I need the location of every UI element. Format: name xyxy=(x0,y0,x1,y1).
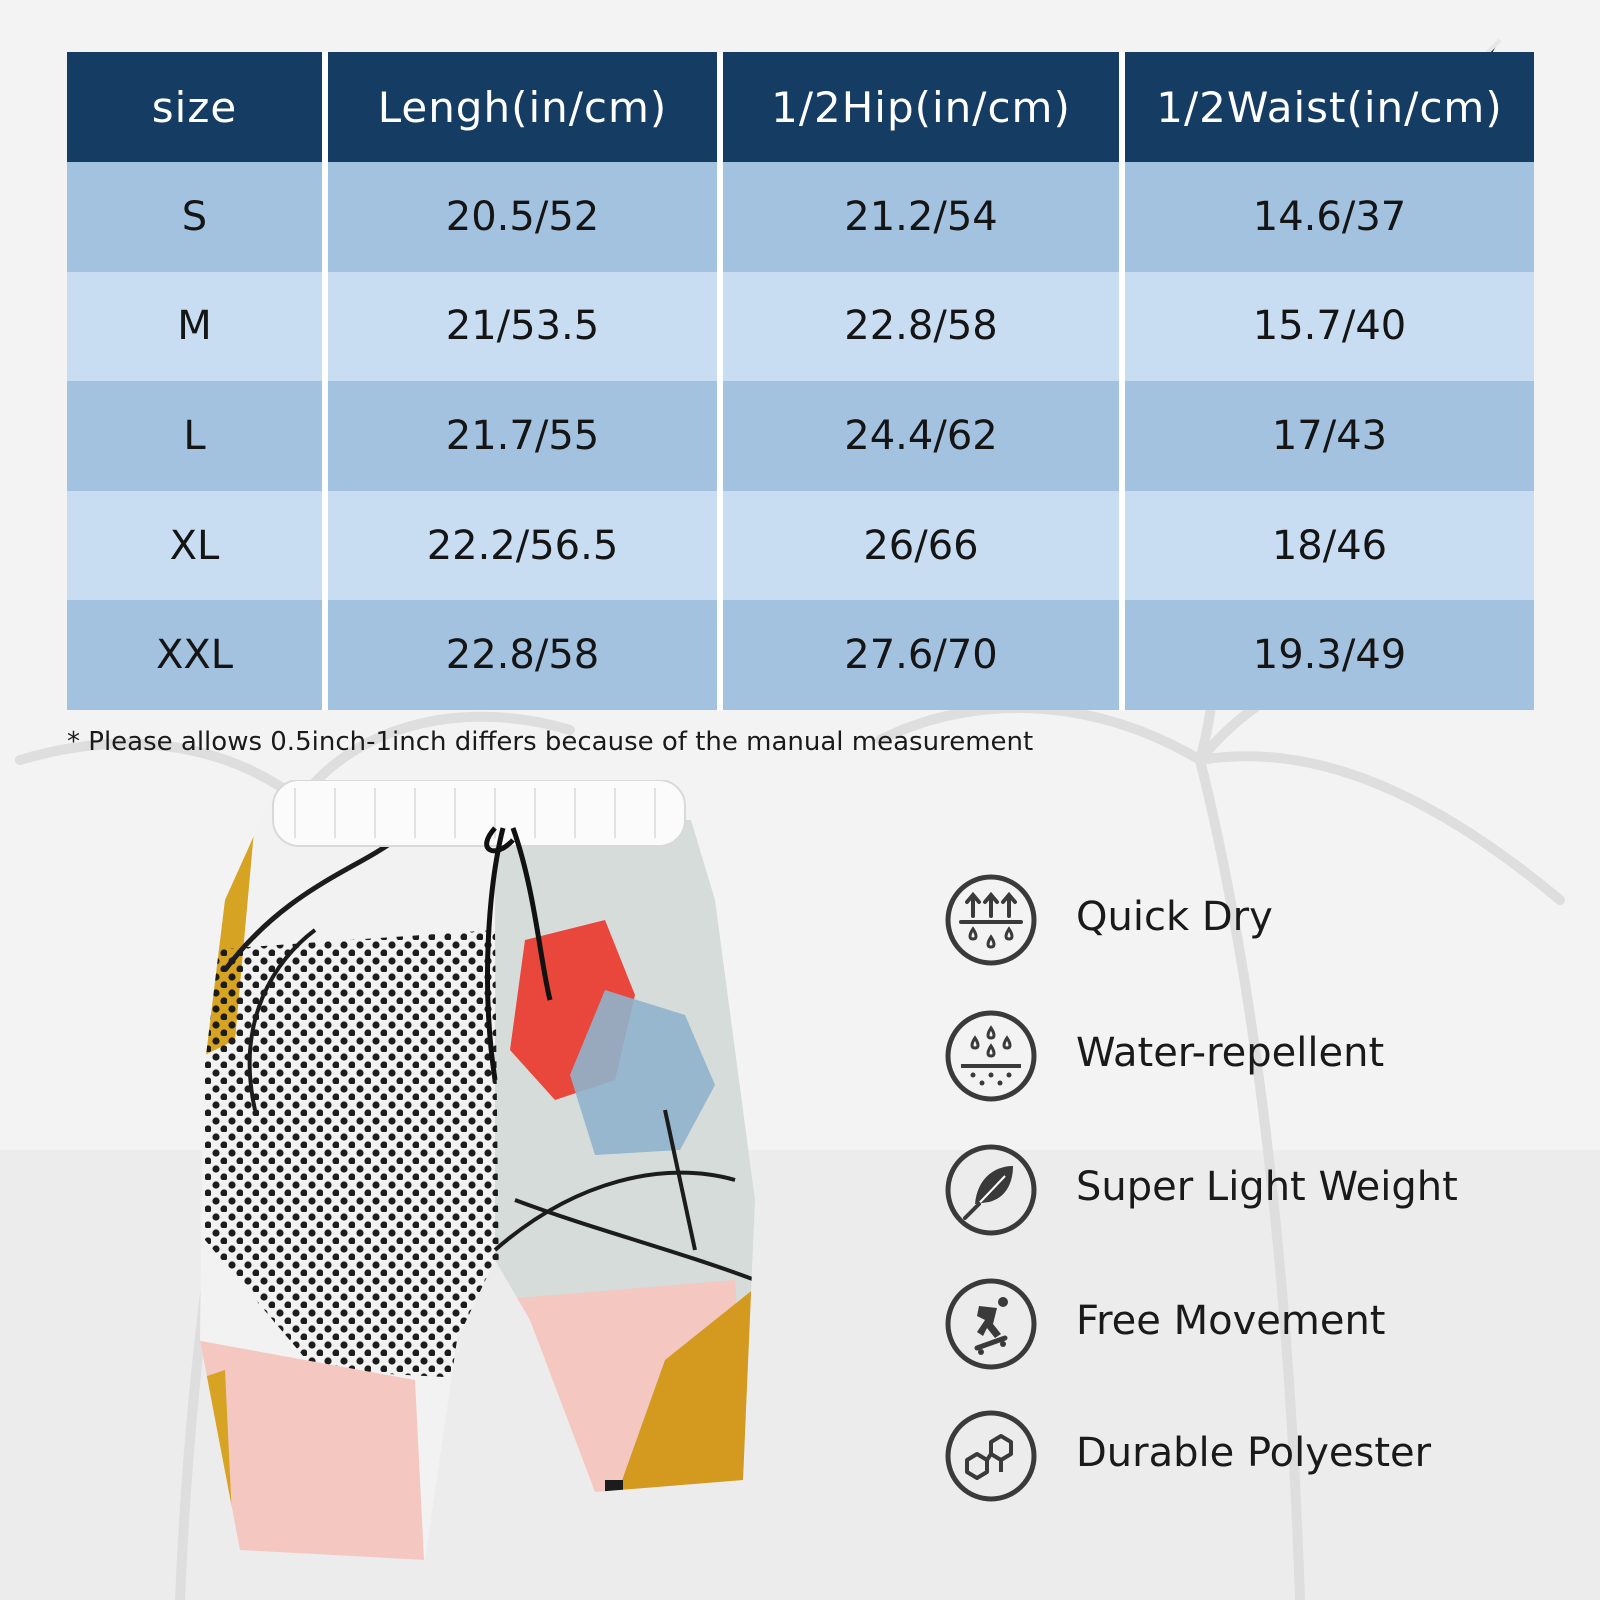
table-row xyxy=(67,491,1534,601)
feature-durable-polyester xyxy=(943,1408,1583,1504)
feature-label: Durable Polyester xyxy=(1076,1430,1432,1476)
size-chart-table xyxy=(67,52,1534,710)
table-row xyxy=(67,600,1534,710)
feather-icon xyxy=(943,1142,1039,1238)
hip-cell: 22.8/58 xyxy=(723,272,1125,382)
size-cell: S xyxy=(67,162,328,272)
waist-cell: 14.6/37 xyxy=(1125,162,1534,272)
skateboarder-icon xyxy=(943,1276,1039,1372)
water-repellent-icon xyxy=(943,1008,1039,1104)
hip-cell: 21.2/54 xyxy=(723,162,1125,272)
size-cell: XL xyxy=(67,491,328,601)
length-cell: 21/53.5 xyxy=(328,272,723,382)
quick-dry-icon xyxy=(943,872,1039,968)
waist-cell: 17/43 xyxy=(1125,381,1534,491)
size-chart-header-row xyxy=(67,52,1534,162)
waist-cell: 15.7/40 xyxy=(1125,272,1534,382)
table-row xyxy=(67,162,1534,272)
feature-label: Super Light Weight xyxy=(1076,1164,1458,1210)
header-cell: size xyxy=(67,52,328,162)
feature-super-light-weight xyxy=(943,1142,1583,1238)
feature-label: Water-repellent xyxy=(1076,1030,1385,1076)
header-cell: 1/2Hip(in/cm) xyxy=(723,52,1125,162)
feature-water-repellent xyxy=(943,1008,1583,1104)
size-cell: L xyxy=(67,381,328,491)
feature-label: Quick Dry xyxy=(1076,894,1273,940)
table-row xyxy=(67,272,1534,382)
shorts-product-image xyxy=(195,780,765,1580)
waist-cell: 18/46 xyxy=(1125,491,1534,601)
header-cell: 1/2Waist(in/cm) xyxy=(1125,52,1534,162)
molecule-icon xyxy=(943,1408,1039,1504)
hip-cell: 27.6/70 xyxy=(723,600,1125,710)
header-cell: Lengh(in/cm) xyxy=(328,52,723,162)
feature-label: Free Movement xyxy=(1076,1298,1386,1344)
hip-cell: 24.4/62 xyxy=(723,381,1125,491)
length-cell: 20.5/52 xyxy=(328,162,723,272)
waist-cell: 19.3/49 xyxy=(1125,600,1534,710)
length-cell: 22.8/58 xyxy=(328,600,723,710)
length-cell: 22.2/56.5 xyxy=(328,491,723,601)
hip-cell: 26/66 xyxy=(723,491,1125,601)
feature-quick-dry xyxy=(943,872,1583,968)
table-row xyxy=(67,381,1534,491)
feature-free-movement xyxy=(943,1276,1583,1372)
measurement-note: * Please allows 0.5inch-1inch differs because of the manual measurement xyxy=(67,727,1034,757)
size-cell: XXL xyxy=(67,600,328,710)
length-cell: 21.7/55 xyxy=(328,381,723,491)
size-cell: M xyxy=(67,272,328,382)
